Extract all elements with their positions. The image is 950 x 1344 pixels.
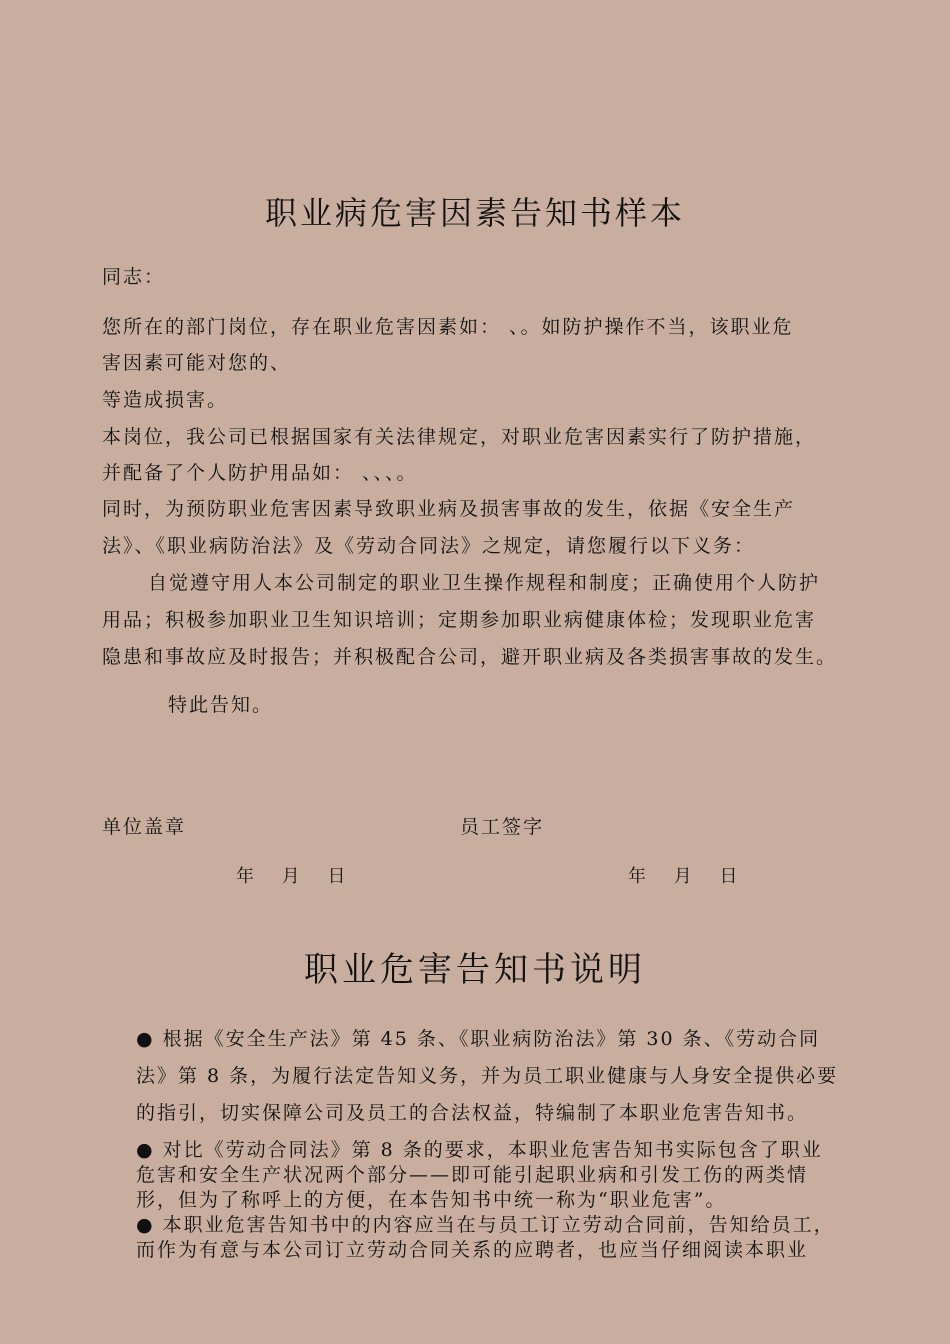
body-line: 用品；积极参加职业卫生知识培训；定期参加职业病健康体检；发现职业危害 bbox=[102, 609, 817, 631]
body-line: 自觉遵守用人本公司制定的职业卫生操作规程和制度；正确使用个人防护 bbox=[148, 572, 821, 594]
body-line: 您所在的部门岗位，存在职业危害因素如： 、。如防护操作不当，该职业危 bbox=[102, 316, 794, 338]
explanation-line: 法》第 8 条，为履行法定告知义务，并为员工职业健康与人身安全提供必要 bbox=[136, 1065, 839, 1087]
body-line: 本岗位，我公司已根据国家有关法律规定，对职业危害因素实行了防护措施， bbox=[102, 426, 817, 448]
explanation-line: 而作为有意与本公司订立劳动合同关系的应聘者，也应当仔细阅读本职业 bbox=[136, 1239, 809, 1261]
date-right: 年 月 日 bbox=[628, 866, 738, 887]
salutation: 同志： bbox=[102, 266, 166, 288]
body-line: 同时，为预防职业危害因素导致职业病及损害事故的发生，依据《安全生产 bbox=[102, 498, 796, 520]
document-title: 职业病危害因素告知书样本 bbox=[264, 194, 685, 232]
body-line: 法》、《职业病防治法》及《劳动合同法》之规定，请您履行以下义务： bbox=[102, 535, 756, 557]
explanation-line: ● 本职业危害告知书中的内容应当在与员工订立劳动合同前，告知给员工， bbox=[136, 1214, 835, 1236]
body-line: 害因素可能对您的、 bbox=[102, 352, 292, 374]
explanation-line: 的指引，切实保障公司及员工的合法权益，特编制了本职业危害告知书。 bbox=[136, 1102, 809, 1124]
explanation-title: 职业危害告知书说明 bbox=[304, 950, 646, 990]
explanation-line: 危害和安全生产状况两个部分——即可能引起职业病和引发工伤的两类情 bbox=[136, 1164, 809, 1186]
explanation-line: ● 根据《安全生产法》第 45 条、《职业病防治法》第 30 条、《劳动合同 bbox=[136, 1028, 821, 1050]
body-line: 并配备了个人防护用品如： 、、、。 bbox=[102, 462, 418, 484]
explanation-line: ● 对比《劳动合同法》第 8 条的要求，本职业危害告知书实际包含了职业 bbox=[136, 1139, 823, 1161]
body-line: 等造成损害。 bbox=[102, 389, 229, 411]
unit-seal-label: 单位盖章 bbox=[102, 816, 187, 838]
body-line: 隐患和事故应及时报告；并积极配合公司，避开职业病及各类损害事故的发生。 bbox=[102, 646, 838, 668]
explanation-line: 形，但为了称呼上的方便，在本告知书中统一称为“职业危害”。 bbox=[136, 1189, 727, 1211]
date-left: 年 月 日 bbox=[236, 866, 346, 887]
employee-sign-label: 员工签字 bbox=[460, 816, 545, 838]
closing-text: 特此告知。 bbox=[168, 694, 274, 716]
